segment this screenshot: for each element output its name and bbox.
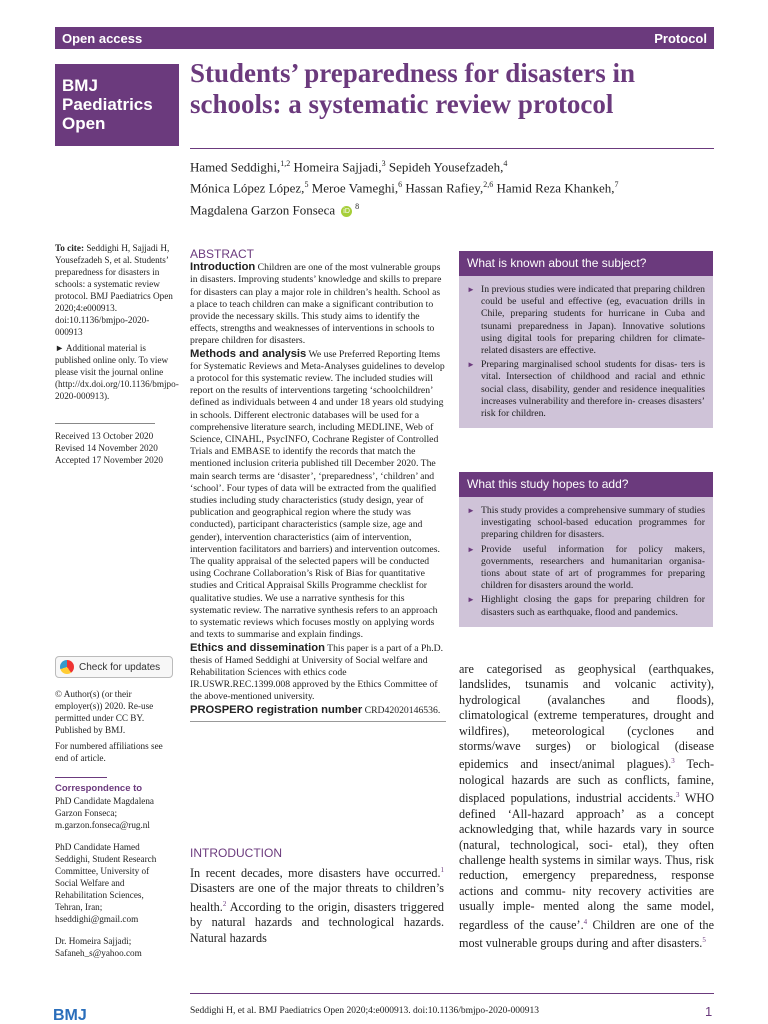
dates-divider (55, 423, 155, 424)
known-subject-box (459, 251, 713, 428)
introduction-text: In recent decades, more disasters have occurred.$^1$ Disasters are one of the major threats to children’s health.$^2$ According to the origin, disasters triggered by natural hazards and technological hazards. Natural hazards (190, 866, 444, 945)
additional-material-note: ► Additional material is published online only. To view please visit the journal online (http://dx.doi.org/10.1136/bmjpo-2020-000913). (55, 343, 179, 401)
article-dates: Received 13 October 2020 Revised 14 November 2020 Accepted 17 November 2020 (55, 431, 163, 465)
journal-logo (55, 64, 179, 146)
introduction-heading: INTRODUCTION (190, 846, 282, 860)
abstract-heading: ABSTRACT (190, 247, 255, 261)
crossmark-icon (60, 660, 74, 674)
correspondence-3: Dr. Homeira Sajjadi; Safaneh_s@yahoo.com (55, 936, 142, 958)
list-item: ► Highlight closing the gaps for preparing children for disasters such as earthquake, flood and pandemics. (467, 594, 705, 618)
correspondence-divider (55, 777, 107, 778)
reference-link[interactable]: 3 (676, 791, 680, 800)
study-adds-box (459, 472, 713, 627)
list-item: ► Preparing marginalised school students for disas- ters is vital. Intersection of childhood and racial and ethnic social class, disability, gender and residence inequalities increases vulnerability and therefore in- creases disasters’ risk for children. (467, 359, 705, 420)
footer-citation: Seddighi H, et al. BMJ Paediatrics Open 2020;4:e000913. doi:10.1136/bmjpo-2020-000913 (190, 1006, 540, 1016)
correspondence-heading: Correspondence to (55, 783, 143, 794)
reference-link[interactable]: 4 (583, 917, 588, 926)
top-banner (55, 27, 714, 49)
logo-line-1: BMJ (62, 76, 98, 95)
page-number: 1 (705, 1004, 713, 1019)
study-adds-heading: What this study hopes to add? (459, 472, 713, 497)
orcid-icon[interactable]: iD (341, 206, 352, 217)
abstract-section: ABSTRACT Introduction Children are one of the most vulnerable groups in disasters. Improving students’ knowledge and skills to prepare for disasters can play a major role in children’s health. School as a place to teach children can make a significant contribution to provide the necessary skills. This study aims to identify the effects, strengths and weaknesses of interventions in schools to prepare children for disasters. Methods and analysis We use Preferred Reporting Items for Systematic Reviews and Meta-Analyses guidelines to develop a protocol for this systematic review. The included studies will report on the results of interventions targeting ‘schoolchildren’ defined as individuals between 4 and under 18 years old studying in schools. Different electronic databases will be used for a comprehensive literature search, including MEDLINE, Web of Science, CINAHL, PsycINFO, Cochrane Register of Controlled Trials and EMBASE to identify the records that match the mentioned inclusion criteria published till December 2020. The main search terms are ‘disaster’, ‘preparedness’, ‘children’ and ‘school’. Four types of data will be extracted from the qualified studies including study characteristics (study design, year of publication and geographical region where the study was conducted), participant characteristics (sample size, age and gender), intervention characteristics (aim of intervention, intervention facilitators and barriers) and intervention outcomes. The quality appraisal of the selected papers will be conducted using Cochrane Collaboration’s Risk of Bias for quantitative studies and Critical Appraisal Skills Programme checklist for qualitative studies. We use a narrative synthesis for this systematic review. The narrative synthesis refers to an approach to systematic reviews which focuses mostly on applying words and texts to summarise and explain findings. Ethics and dissemination This paper is a part of a Ph.D. thesis of Hamed Seddighi at University of Social welfare and Rehabilitation Sciences with ethics code IR.USWR.REC.1399.008 approved by the Ethics Committee of the above-mentioned university. PROSPERO registration number CRD42020146536. (190, 248, 446, 722)
list-item: ► Provide useful information for policy makers, governments, researchers and humanitarian organisa- tions about state of art of programmes for preparing children for disasters around the world. (467, 543, 705, 592)
list-item: ► This study provides a comprehensive summary of studies investigating school-based education programmes for preparing children for disasters. (467, 505, 705, 541)
correspondence-block (55, 783, 173, 959)
citation-block: To cite: Seddighi H, Sajjadi H, Yousefzadeh S, et al. Students’ preparedness for disasters in schools: a systematic review protocol. BMJ Paediatrics Open 2020;4:e000913. doi:10.1136/bmjpo-2020-000913 (55, 243, 173, 337)
check-for-updates-button[interactable]: Check for updates (55, 656, 173, 678)
bullet-icon: ► (467, 360, 475, 370)
article-title: Students’ preparedness for disasters in schools: a systematic review protocol (190, 58, 636, 119)
correspondence-1: PhD Candidate Magdalena Garzon Fonseca; m.garzon.fonseca@rug.nl (55, 796, 154, 830)
affiliations-note: For numbered affiliations see end of article. (55, 741, 163, 763)
bmj-footer-logo: BMJ (53, 1007, 87, 1024)
reference-link[interactable]: 1 (440, 866, 444, 874)
logo-line-3: Open (62, 114, 106, 133)
article-type-label: Protocol (654, 30, 707, 46)
list-item: ► In previous studies were indicated that preparing children could be useful and effective (eg, evacuation drills in Chile, preparing students for hurricane in Cuba and tsunami preparedness in Japan). Innovative solutions using digital tools for preparing children for climate-related disasters are effective. (467, 284, 705, 357)
title-divider (190, 148, 714, 149)
reference-link[interactable]: 2 (222, 899, 227, 908)
bullet-icon: ► (467, 595, 475, 605)
footer-divider (190, 993, 714, 994)
reference-link[interactable]: 5 (702, 936, 706, 945)
bullet-icon: ► (467, 285, 475, 294)
author-list: Hamed Seddighi,$^{1,2}$ Homeira Sajjadi,$^3$ Sepideh Yousefzadeh,$^4$ Mónica López López,$^5$ Meroe Vameghi,$^6$ Hassan Rafiey,$^{2,6}$ Hamid Reza Khankeh,$^7$ Magdalena Garzon Fonseca $iD^8$ (190, 159, 619, 217)
known-subject-heading: What is known about the subject? (459, 251, 713, 276)
open-access-label: Open access (62, 30, 143, 46)
bullet-icon: ► (467, 506, 475, 515)
body-text-column-2: are categorised as geophysical (earthquakes, landslides, tsunamis and volcanic activity), hydrological (avalanches and floods), climatological (extreme temperatures, drought and wildfires), meteorological (cyclones and storms/wave surges) or biological (disease epidemics and insect/animal plagues).$^3$ Tech- nological hazards are such as conflicts, famine, displaced populations, industrial accidents.$^3$ WHO defined ‘All-hazard approach’ as a concept acknowledging that, while hazards vary in source (natural, technological, soci- etal), they often challenge health systems in similar ways. Thus, risk reduction, emergency preparedness, response actions and commu- nity recovery activities are usually imple- mented along the same model, regardless of the cause’.$^4$ Children are one of the most vulnerable groups during and after disasters.$^5$ (459, 662, 715, 951)
logo-line-2: Paediatrics (62, 95, 153, 114)
reference-link[interactable]: 3 (671, 757, 675, 766)
copyright-note: © Author(s) (or their employer(s)) 2020. Re-use permitted under CC BY. Published by BMJ. (55, 689, 154, 735)
abstract-divider (190, 721, 446, 722)
correspondence-2: PhD Candidate Hamed Seddighi, Student Research Committee, University of Social Welfare and Rehabilitation Sciences, Tehran, Iran; hseddighi@gmail.com (55, 842, 157, 924)
bullet-icon: ► (467, 544, 475, 554)
